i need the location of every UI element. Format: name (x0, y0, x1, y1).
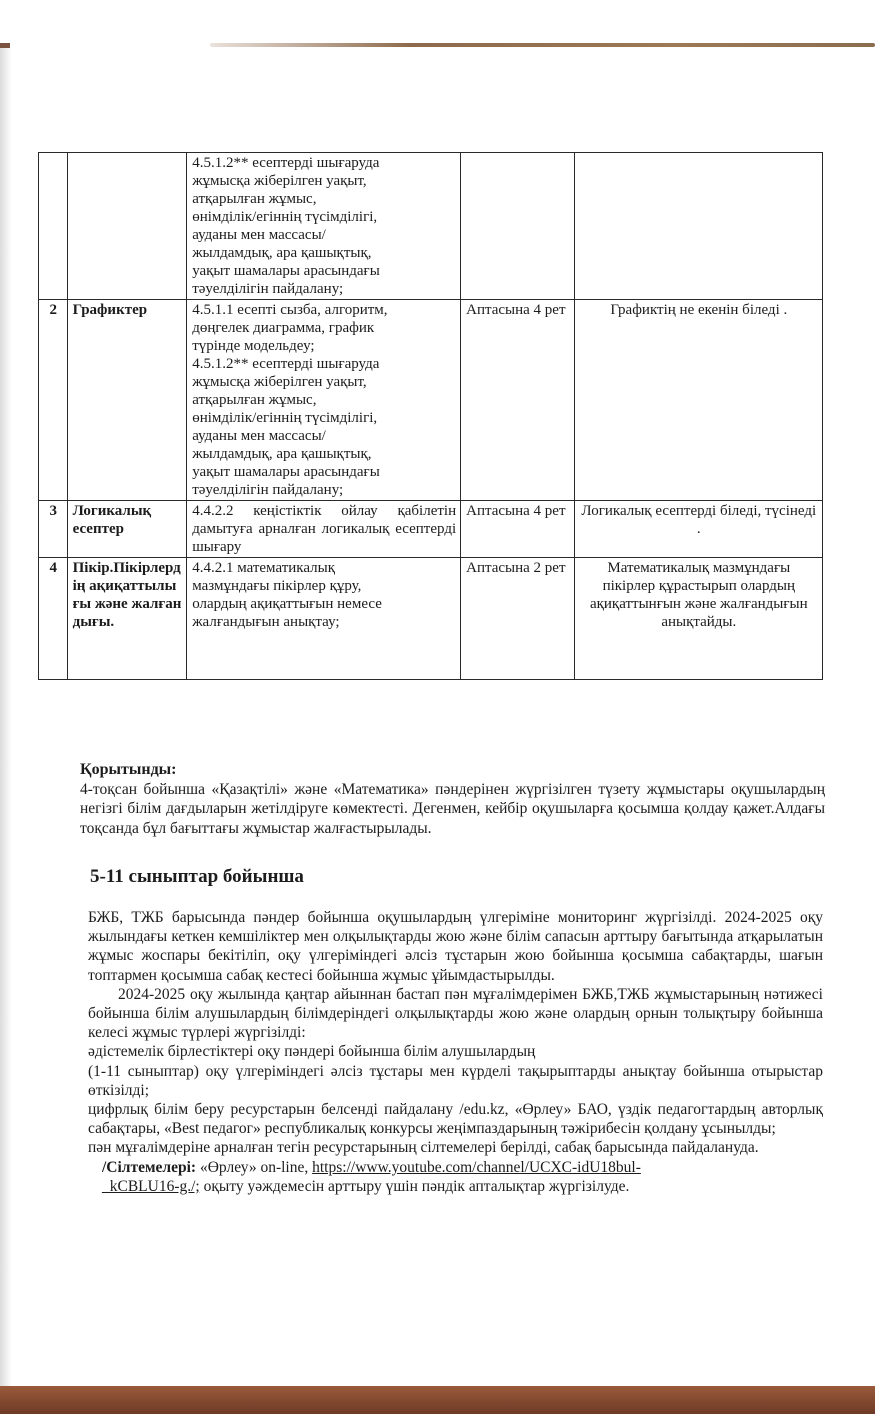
youtube-channel-link[interactable]: https://www.youtube.com/channel/UCXC-idU18bul- (312, 1158, 641, 1176)
goal-line: ауданы мен массасы/ (192, 227, 326, 243)
list-item-digital-resources: цифрлық білім беру ресурстарын белсенді пайдалану /edu.kz, «Өрлеу» БАО, үздік педагогтардың авторлық сабақтары, «Best педагог» республикалық конкурсы жеңімпаздарының тәжірибесін қолдану ұсынылды; (88, 1101, 823, 1138)
goal-line: 4.5.1.1 есепті сызба, алгоритм, (192, 302, 388, 318)
goal-line: атқарылған жұмыс, (192, 191, 317, 207)
frequency-cell (461, 153, 574, 300)
row-number-cell: 4 (39, 558, 68, 680)
page-top-background (0, 0, 875, 48)
goal-line: жылдамдық, ара қашықтық, (192, 245, 372, 261)
result-cell: Математикалық мазмұндағы пікірлер құрастырып олардың ақиқаттынғын және жалғандығын анықтайды. (574, 558, 822, 680)
conclusion-block (80, 760, 825, 838)
youtube-channel-link-continued[interactable]: _kCBLU16-g./; (102, 1177, 200, 1195)
table-row (39, 501, 823, 558)
table-row-continued (39, 153, 823, 300)
goal-line: дөңгелек диаграмма, график (192, 320, 375, 336)
conclusion-title: Қорытынды: (80, 761, 177, 778)
goal-cell (187, 153, 461, 300)
links-suffix: оқыту уәждемесін арттыру үшін пәндік апталықтар жүргізілуде. (199, 1177, 630, 1195)
conclusion-text: 4-тоқсан бойынша «Қазақтілі» және «Математика» пәндерінен жүргізілген түзету жұмыстары оқушылардың негізгі білім дағдыларын жетілдіруге көмектесті. Дегенмен, кейбір оқушыларға қосымша қолдау қажет.Алдағы тоқсанда бұл бағыттағы жұмыстар жалғастырылады. (80, 780, 825, 837)
links-prefix: «Өрлеу» on-line, (196, 1158, 313, 1176)
list-item-methodical-line1: әдістемелік бірлестіктері оқу пәндері бойынша білім алушылардың (88, 1043, 536, 1061)
topic-cell: Пікір.Пікірлердің ақиқаттылығы және жалғандығы. (67, 558, 187, 680)
section-body (88, 908, 823, 1196)
frequency-cell: Аптасына 4 рет (461, 300, 574, 501)
table-row (39, 300, 823, 501)
goal-cell: 4.4.2.2 кеңістіктік ойлау қабілетін дамытуға арналған логикалық есептерді шығару (187, 501, 461, 558)
section-heading: 5-11 сыныптар бойынша (90, 866, 304, 887)
goal-line: 4.5.1.2** есептерді шығаруда (192, 356, 380, 372)
goal-line: өнімділік/егіннің түсімділігі, (192, 410, 378, 426)
topic-cell (67, 153, 187, 300)
row-number-cell: 3 (39, 501, 68, 558)
paragraph-monitoring: БЖБ, ТЖБ барысында пәндер бойынша оқушылардың үлгеріміне мониторинг жүргізілді. 2024-2025 оқу жылындағы кеткен кемшіліктер мен олқылықтарды жою және білім сапасын арттыру бағытында атқарылатын жұмыс жоспары бекітіліп, оқу үлгеріміндегі әлсіз тұстарын жою бойынша қосымша сабақтарды, шағын топтармен қосымша сабақ кестесі бойынша жұмыс ұйымдастырылды. (88, 909, 823, 984)
list-item-free-resources: пән мұғалімдеріне арналған тегін ресурстарының сілтемелері берілді, сабақ барысында пайдалануда. (88, 1139, 759, 1157)
topic-cell: Графиктер (67, 300, 187, 501)
goal-line: жылдамдық, ара қашықтық, (192, 446, 372, 462)
goal-line: мазмұндағы пікірлер құру, (192, 578, 362, 594)
goal-line: уақыт шамалары арасындағы (192, 263, 380, 279)
goal-line: жалғандығын анықтау; (192, 614, 340, 630)
links-label: /Сілтемелері: (102, 1158, 197, 1176)
goal-line: 4.4.2.1 математикалық (192, 560, 336, 576)
frequency-cell: Аптасына 4 рет (461, 501, 574, 558)
goal-line: ауданы мен массасы/ (192, 428, 326, 444)
goal-line: тәуелділігін пайдалану; (192, 281, 344, 297)
frequency-cell: Аптасына 2 рет (461, 558, 574, 680)
goal-line: жұмысқа жіберілген уақыт, (192, 173, 367, 189)
goal-line: атқарылған жұмыс, (192, 392, 317, 408)
table-row (39, 558, 823, 680)
row-number-cell: 2 (39, 300, 68, 501)
correction-work-table (38, 152, 823, 680)
goal-cell (187, 558, 461, 680)
paper-bottom-edge (0, 1386, 875, 1414)
goal-line: түрінде модельдеу; (192, 338, 315, 354)
result-cell: Графиктің не екенін біледі . (574, 300, 822, 501)
result-cell (574, 153, 822, 300)
row-number-cell (39, 153, 68, 300)
goal-line: 4.5.1.2** есептерді шығаруда (192, 155, 380, 171)
result-cell: Логикалық есептерді біледі, түсінеді . (574, 501, 822, 558)
links-paragraph (88, 1158, 823, 1196)
goal-line: уақыт шамалары арасындағы (192, 464, 380, 480)
goal-cell (187, 300, 461, 501)
topic-cell: Логикалық есептер (67, 501, 187, 558)
goal-line: жұмысқа жіберілген уақыт, (192, 374, 367, 390)
paragraph-work-types: 2024-2025 оқу жылында қаңтар айыннан бастап пән мұғалімдерімен БЖБ,ТЖБ жұмыстарының нәтижесі бойынша білім алушылардың білімдеріндегі олқылықтарды жою және олардың орнын толықтыру бойынша келесі жұмыс түрлері жүргізілді: (88, 985, 823, 1042)
goal-line: тәуелділігін пайдалану; (192, 482, 344, 498)
goal-line: өнімділік/егіннің түсімділігі, (192, 209, 378, 225)
list-item-methodical-line2: (1-11 сыныптар) оқу үлгеріміндегі әлсіз тұстары мен күрделі тақырыптарды анықтау бойынша отырыстар өткізілді; (88, 1062, 823, 1099)
paper-top-edge (210, 43, 875, 47)
goal-line: олардың ақиқаттығын немесе (192, 596, 382, 612)
